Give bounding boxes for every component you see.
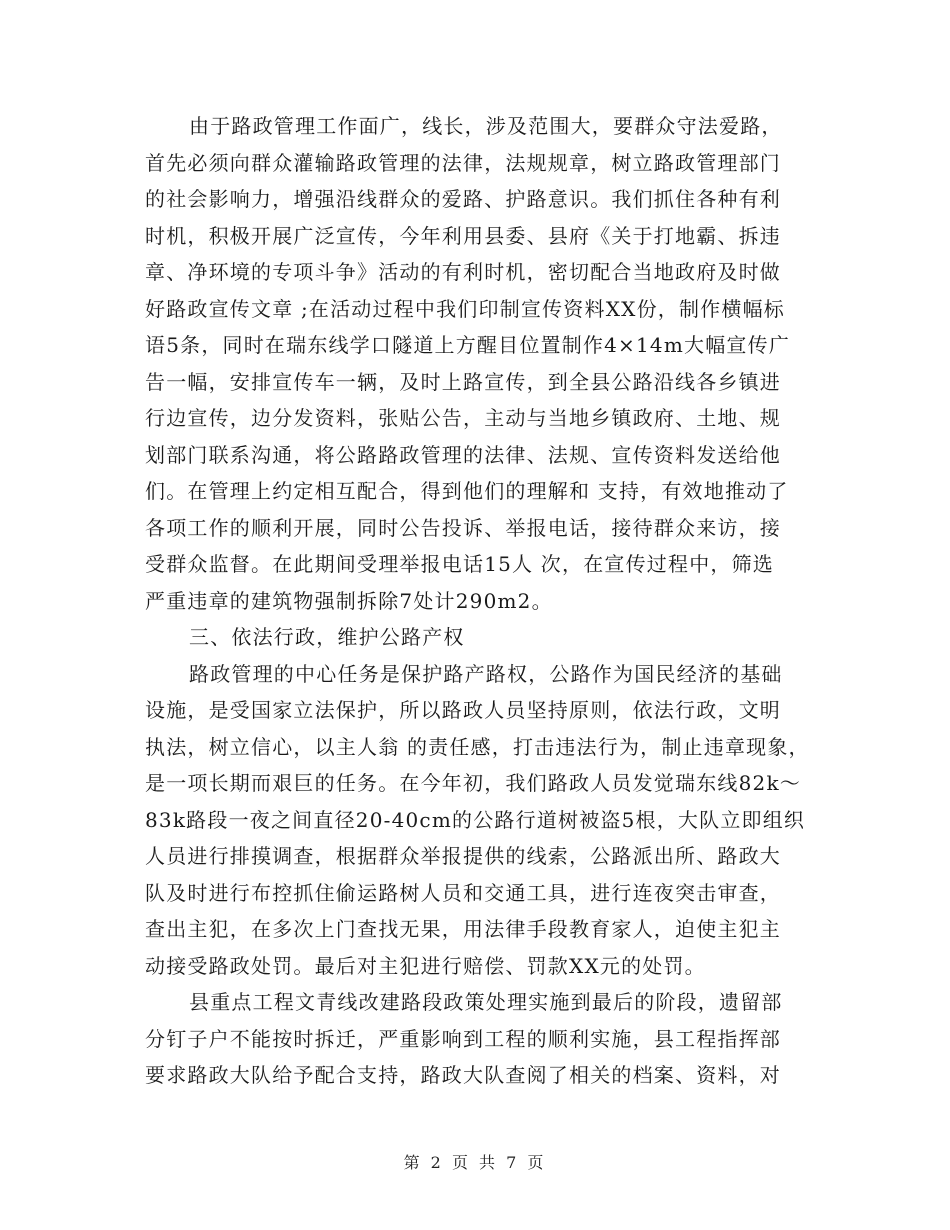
text-line: 告一幅，安排宣传车一辆，及时上路宣传，到全县公路沿线各乡镇进 <box>145 369 781 394</box>
text-line: 的社会影响力，增强沿线群众的爱路、护路意识。我们抓住各种有利 <box>145 187 781 211</box>
text-line: 时机，积极开展广泛宣传，今年利用县委、县府《关于打地霸、拆违 <box>145 223 781 248</box>
text-line: 各项工作的顺利开展，同时公告投诉、举报电话，接待群众来访，接 <box>145 515 781 540</box>
text-line: 要求路政大队给予配合支持，路政大队查阅了相关的档案、资料，对 <box>145 1063 781 1087</box>
text-line: 分钉子户不能按时拆迁，严重影响到工程的顺利实施，县工程指挥部 <box>145 1026 781 1051</box>
text-line: 执法，树立信心，以主人翁 的责任感，打击违法行为，制止违章现象， <box>145 734 810 759</box>
text-line: 划部门联系沟通，将公路路政管理的法律、法规、宣传资料发送给他 <box>145 442 781 467</box>
document-body <box>145 108 810 1094</box>
text-line: 首先必须向群众灌输路政管理的法律，法规规章，树立路政管理部门 <box>145 150 781 175</box>
text-line: 查出主犯，在多次上门查找无果，用法律手段教育家人，迫使主犯主 <box>145 917 781 941</box>
text-line: 由于路政管理工作面广，线长，涉及范围大，要群众守法爱路， <box>189 114 783 138</box>
text-line: 章、净环境的专项斗争》活动的有利时机，密切配合当地政府及时做 <box>145 260 781 284</box>
text-line: 83k路段一夜之间直径20-40cm的公路行道树被盗5根，大队立即组织 <box>145 807 806 832</box>
text-line: 们。在管理上约定相互配合，得到他们的理解和 支持，有效地推动了 <box>145 479 789 503</box>
text-line: 语5条，同时在瑞东线学口隧道上方醒目位置制作4×14m大幅宣传广 <box>145 333 791 357</box>
text-line: 队及时进行布控抓住偷运路树人员和交通工具，进行连夜突击审查， <box>145 880 781 905</box>
page-number: 第 2 页 共 7 页 <box>403 1153 547 1172</box>
text-line: 人员进行排摸调查，根据群众举报提供的线索，公路派出所、路政大 <box>145 844 781 868</box>
text-line: 三、依法行政，维护公路产权 <box>189 625 465 649</box>
text-line: 设施，是受国家立法保护，所以路政人员坚持原则，依法行政，文明 <box>145 698 781 722</box>
text-line: 是一项长期而艰巨的任务。在今年初，我们路政人员发觉瑞东线82k～ <box>145 771 801 795</box>
text-line: 行边宣传，边分发资料，张贴公告，主动与当地乡镇政府、土地、规 <box>145 406 781 430</box>
text-line: 动接受路政处罚。最后对主犯进行赔偿、罚款XX元的处罚。 <box>145 953 706 978</box>
text-line: 路政管理的中心任务是保护路产路权，公路作为国民经济的基础 <box>189 661 783 686</box>
text-line: 好路政宣传文章 ;在活动过程中我们印制宣传资料XX份，制作横幅标 <box>145 296 785 321</box>
text-line: 严重违章的建筑物强制拆除7处计290m2。 <box>145 588 553 613</box>
text-line: 受群众监督。在此期间受理举报电话15人 次，在宣传过程中，筛选 <box>145 552 775 576</box>
text-line: 县重点工程文青线改建路段政策处理实施到最后的阶段，遗留部 <box>189 990 783 1014</box>
